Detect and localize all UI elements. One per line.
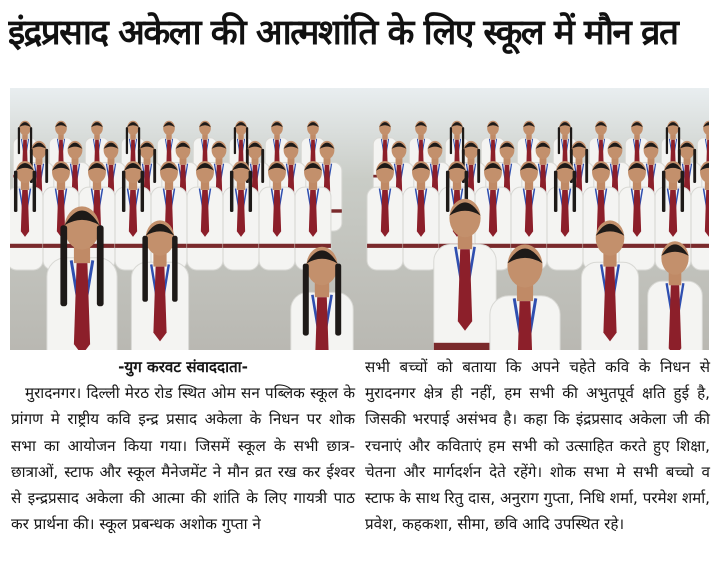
byline: -युग करवट संवाददाता- bbox=[118, 358, 248, 376]
article-body-right: सभी बच्चों को बताया कि अपने चहेते कवि के निधन से मुरादनगर क्षेत्र ही नहीं, हम सभी की अभुतपूर्व क्षति हुई है, जिसकी भरपाई असंभव है। कहा कि इंद्रप्रसाद अकेला जी की रचनाएं और कविताएं हम सभी को उत्साहित करते हुए शिक्षा, चेतना और मार्गदर्शन देते रहेंगे। शोक सभा मे सभी बच्चो व स्टाफ के साथ रितु दास, अनुराग गुप्ता, निधि शर्मा, परमेश शर्मा, प्रवेश, कहकशा, सीमा, छवि आदि उपस्थित रहे। bbox=[365, 358, 710, 534]
school-students-silent-prayer-photo bbox=[10, 88, 709, 350]
headline: इंद्रप्रसाद अकेला की आत्मशांति के लिए स्कूल में मौन व्रत bbox=[8, 13, 678, 53]
article-column-left bbox=[11, 354, 355, 537]
article-column-right bbox=[365, 354, 710, 537]
news-photo bbox=[10, 88, 709, 350]
article-body-left: मुरादनगर। दिल्ली मेरठ रोड स्थित ओम सन पब्लिक स्कूल के प्रांगण मे राष्ट्रीय कवि इन्द्र प्रसाद अकेला के निधन पर शोक सभा का आयोजन किया गया। जिसमें स्कूल के सभी छात्र-छात्राओं, स्टाफ और स्कूल मैनेजमेंट ने मौन व्रत रख कर ईश्वर से इन्द्रप्रसाद अकेला की आत्मा की शांति के लिए गायत्री पाठ कर प्रार्थना की। स्कूल प्रबन्धक अशोक गुप्ता ने bbox=[11, 384, 355, 534]
